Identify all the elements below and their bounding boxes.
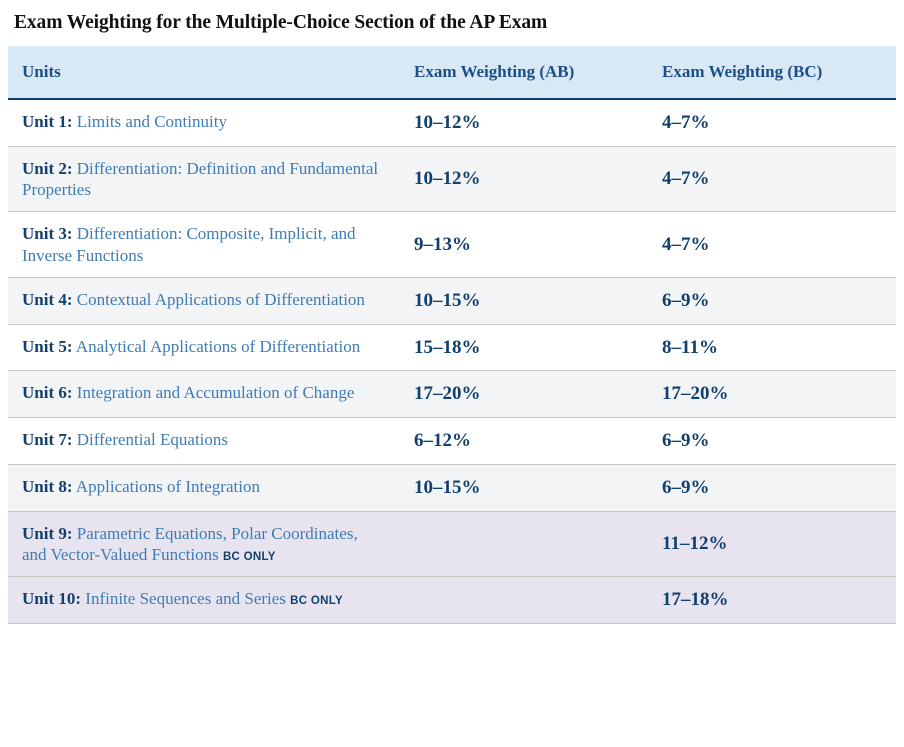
unit-cell	[8, 464, 400, 511]
unit-cell	[8, 277, 400, 324]
weight-ab-cell	[400, 511, 648, 577]
unit-name-label: Integration and Accumulation of Change	[72, 383, 355, 403]
unit-number-label: Unit 5:	[22, 336, 73, 356]
unit-cell	[8, 146, 400, 212]
table-row	[8, 99, 896, 146]
weight-bc-cell: 17–18%	[648, 577, 896, 624]
unit-cell	[8, 324, 400, 371]
exam-weighting-table	[8, 46, 896, 624]
weight-ab-cell: 10–12%	[400, 99, 648, 146]
column-header-units: Units	[8, 46, 400, 99]
table-row	[8, 212, 896, 278]
unit-number-label: Unit 2:	[22, 158, 73, 178]
weight-ab-cell: 10–12%	[400, 146, 648, 212]
table-row	[8, 418, 896, 465]
weight-bc-cell: 11–12%	[648, 511, 896, 577]
unit-number-label: Unit 3:	[22, 224, 73, 244]
table-row	[8, 371, 896, 418]
unit-number-label: Unit 4:	[22, 289, 73, 309]
unit-name-label: Parametric Equations, Polar Coordinates, and Vector-Valued Functions	[22, 523, 358, 564]
weight-ab-cell: 9–13%	[400, 212, 648, 278]
bc-only-badge: BC ONLY	[222, 550, 276, 563]
unit-number-label: Unit 6:	[22, 383, 73, 403]
unit-number-label: Unit 7:	[22, 430, 73, 449]
weight-bc-cell: 4–7%	[648, 99, 896, 146]
unit-name-label: Contextual Applications of Differentiation	[72, 289, 365, 309]
unit-number-label: Unit 10:	[22, 589, 82, 608]
table-body	[8, 99, 896, 623]
weight-ab-cell: 6–12%	[400, 418, 648, 465]
weight-ab-cell: 15–18%	[400, 324, 648, 371]
table-header-row	[8, 46, 896, 99]
table-row	[8, 464, 896, 511]
unit-name-label: Infinite Sequences and Series	[81, 589, 291, 608]
unit-name-label: Applications of Integration	[72, 476, 260, 496]
weight-bc-cell: 4–7%	[648, 146, 896, 212]
weight-ab-cell: 17–20%	[400, 371, 648, 418]
unit-name-label: Differentiation: Definition and Fundamental Properties	[22, 158, 379, 199]
unit-cell	[8, 212, 400, 278]
weight-bc-cell: 6–9%	[648, 277, 896, 324]
weight-bc-cell: 4–7%	[648, 212, 896, 278]
table-row	[8, 577, 896, 624]
unit-name-label: Limits and Continuity	[72, 112, 227, 131]
unit-name-label: Differentiation: Composite, Implicit, and Inverse Functions	[22, 224, 356, 265]
weight-ab-cell	[400, 577, 648, 624]
unit-cell	[8, 511, 400, 577]
column-header-exam-weighting-bc: Exam Weighting (BC)	[648, 46, 896, 99]
table-header	[8, 46, 896, 99]
unit-name-label: Analytical Applications of Differentiation	[72, 336, 361, 356]
unit-number-label: Unit 9:	[22, 523, 73, 543]
unit-number-label: Unit 1:	[22, 112, 73, 131]
weight-ab-cell: 10–15%	[400, 277, 648, 324]
unit-name-label: Differential Equations	[72, 430, 229, 449]
page-title: Exam Weighting for the Multiple-Choice Section of the AP Exam	[14, 12, 548, 33]
column-header-exam-weighting-ab: Exam Weighting (AB)	[400, 46, 648, 99]
weight-bc-cell: 17–20%	[648, 371, 896, 418]
table-row	[8, 511, 896, 577]
unit-cell	[8, 371, 400, 418]
weight-bc-cell: 6–9%	[648, 418, 896, 465]
unit-cell	[8, 577, 400, 624]
unit-number-label: Unit 8:	[22, 476, 73, 496]
bc-only-badge: BC ONLY	[290, 595, 343, 607]
weight-ab-cell: 10–15%	[400, 464, 648, 511]
table-row	[8, 146, 896, 212]
unit-cell	[8, 99, 400, 146]
unit-cell	[8, 418, 400, 465]
weight-bc-cell: 6–9%	[648, 464, 896, 511]
table-row	[8, 324, 896, 371]
table-row	[8, 277, 896, 324]
weight-bc-cell: 8–11%	[648, 324, 896, 371]
